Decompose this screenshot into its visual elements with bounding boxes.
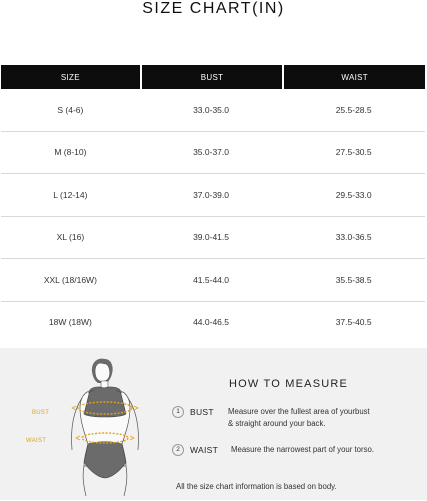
step-desc-line: Measure over the fullest area of yourbust xyxy=(228,407,370,416)
step-desc-bust xyxy=(228,406,370,430)
body-figure-icon xyxy=(22,354,172,496)
how-to-measure-panel xyxy=(0,348,427,500)
header-waist: WAIST xyxy=(282,65,425,89)
cell-size: L (12-14) xyxy=(1,174,140,217)
step-number: 2 xyxy=(172,444,184,456)
cell-bust: 33.0-35.0 xyxy=(140,89,283,132)
step-number: 1 xyxy=(172,406,184,418)
header-bust: BUST xyxy=(140,65,283,89)
how-to-measure-title: HOW TO MEASURE xyxy=(229,378,349,390)
cell-waist: 33.0-36.5 xyxy=(282,217,425,260)
table-row xyxy=(1,132,425,175)
footnote: All the size chart information is based on body. xyxy=(176,482,337,491)
cell-size: XL (16) xyxy=(1,217,140,260)
cell-bust: 44.0-46.5 xyxy=(193,317,229,328)
table-row xyxy=(1,302,425,344)
cell-size: M (8-10) xyxy=(1,132,140,175)
table-row xyxy=(1,217,425,260)
cell-waist: 37.5-40.5 xyxy=(335,317,372,328)
cell-bust: 37.0-39.0 xyxy=(140,174,283,217)
cell-size: 18W (18W) xyxy=(48,317,92,328)
table-header-row xyxy=(1,65,425,89)
step-desc-line: & straight around your back. xyxy=(228,419,326,428)
body-measurement-figure xyxy=(22,354,172,496)
step-label-bust: BUST xyxy=(190,407,214,417)
size-chart-table xyxy=(1,65,425,343)
cell-waist: 29.5-33.0 xyxy=(282,174,425,217)
cell-size: XXL (18/16W) xyxy=(1,259,140,302)
figure-label-waist: WAIST xyxy=(26,438,47,444)
cell-size: S (4-6) xyxy=(1,89,140,132)
step-label-waist: WAIST xyxy=(190,445,219,455)
cell-bust: 39.0-41.5 xyxy=(140,217,283,260)
cell-waist: 27.5-30.5 xyxy=(282,132,425,175)
cell-waist: 35.5-38.5 xyxy=(282,259,425,302)
cell-waist: 25.5-28.5 xyxy=(282,89,425,132)
cell-bust: 35.0-37.0 xyxy=(140,132,283,175)
cell-bust: 41.5-44.0 xyxy=(140,259,283,302)
page-title: SIZE CHART(IN) xyxy=(142,0,285,17)
table-row xyxy=(1,89,425,132)
figure-label-bust: BUST xyxy=(32,410,50,416)
header-size: SIZE xyxy=(1,65,140,89)
step-desc-waist: Measure the narrowest part of your torso. xyxy=(231,445,375,454)
table-row xyxy=(1,259,425,302)
table-row xyxy=(1,174,425,217)
